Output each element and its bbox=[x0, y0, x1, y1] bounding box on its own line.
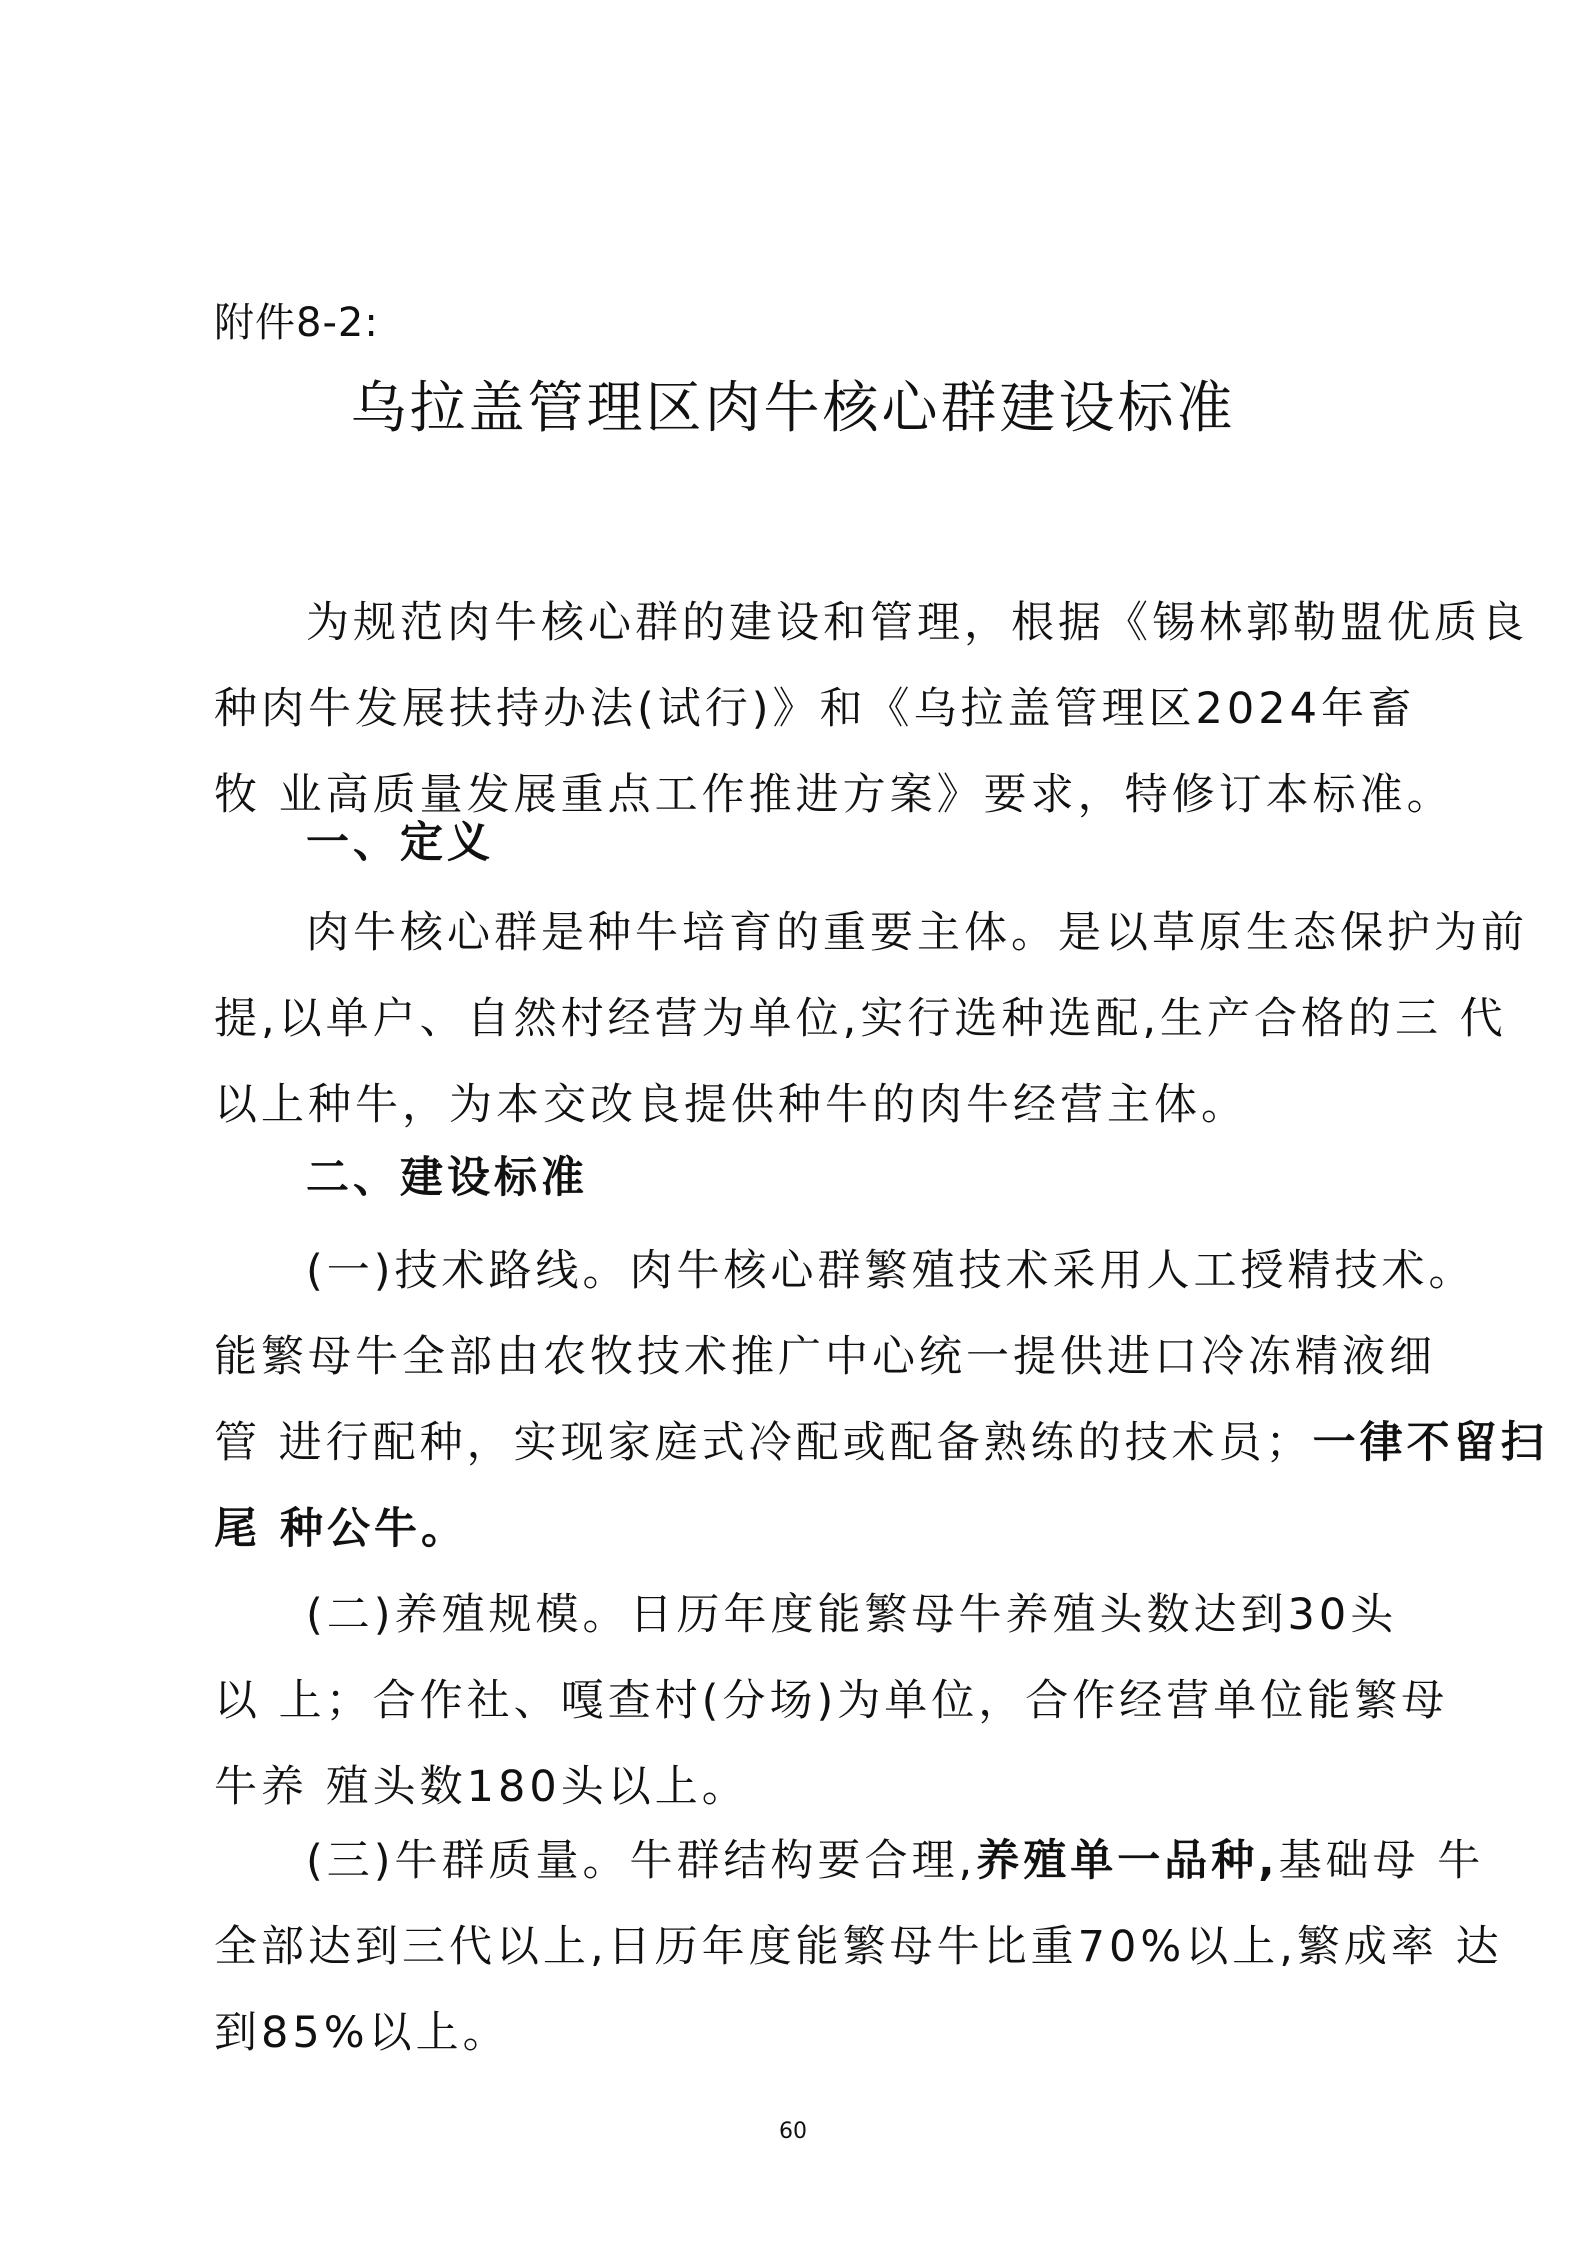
herd-quality-line-2: 全部达到三代以上,日历年度能繁母牛比重70%以上,繁成率 达 bbox=[214, 1922, 1503, 1972]
herd-quality-line-1-a: (三)牛群质量。牛群结构要合理, bbox=[306, 1836, 977, 1886]
technical-route-line-1: (一)技术路线。肉牛核心群繁殖技术采用人工授精技术。 bbox=[306, 1246, 1476, 1296]
section-heading-definition: 一、定义 bbox=[306, 818, 494, 868]
herd-quality-paragraph bbox=[214, 1818, 1503, 2076]
technical-route-line-3-text: 管 进行配种，实现家庭式冷配或配备熟练的技术员； bbox=[214, 1418, 1313, 1468]
herd-quality-line-1-b: 基础母 牛 bbox=[1278, 1836, 1485, 1886]
technical-route-line-4: 尾 种公牛。 bbox=[214, 1504, 468, 1554]
definition-paragraph bbox=[214, 890, 1528, 1148]
definition-line-1: 肉牛核心群是种牛培育的重要主体。是以草原生态保护为前 bbox=[306, 908, 1528, 958]
technical-route-line-2: 能繁母牛全部由农牧技术推广中心统一提供进口冷冻精液细 bbox=[214, 1332, 1436, 1382]
breeding-scale-line-3: 牛养 殖头数180头以上。 bbox=[214, 1762, 749, 1812]
breeding-scale-line-2: 以 上；合作社、嘎查村(分场)为单位，合作经营单位能繁母 bbox=[214, 1676, 1449, 1726]
technical-route-line-3-bold: 一律不留扫 bbox=[1312, 1418, 1548, 1468]
technical-route-line-3 bbox=[214, 1400, 1548, 1486]
intro-line-1: 为规范肉牛核心群的建设和管理，根据《锡林郭勒盟优质良 bbox=[306, 598, 1528, 648]
technical-route-paragraph bbox=[214, 1228, 1548, 1572]
breeding-scale-paragraph bbox=[214, 1572, 1449, 1830]
attachment-label: 附件8-2: bbox=[214, 300, 379, 346]
definition-line-3: 以上种牛，为本交改良提供种牛的肉牛经营主体。 bbox=[214, 1080, 1248, 1130]
breeding-scale-line-1: (二)养殖规模。日历年度能繁母牛养殖头数达到30头 bbox=[306, 1590, 1398, 1640]
document-title: 乌拉盖管理区肉牛核心群建设标准 bbox=[350, 376, 1236, 441]
herd-quality-line-1-bold: 养殖单一品种, bbox=[976, 1836, 1279, 1886]
herd-quality-line-3: 到85%以上。 bbox=[214, 2008, 510, 2058]
intro-line-3: 牧 业高质量发展重点工作推进方案》要求，特修订本标准。 bbox=[214, 770, 1454, 820]
definition-line-2: 提,以单户、自然村经营为单位,实行选种选配,生产合格的三 代 bbox=[214, 994, 1507, 1044]
herd-quality-line-1 bbox=[214, 1818, 1485, 1904]
page-number: 60 bbox=[779, 2119, 807, 2144]
section-heading-standards: 二、建设标准 bbox=[306, 1153, 588, 1203]
intro-line-2: 种肉牛发展扶持办法(试行)》和《乌拉盖管理区2024年畜 bbox=[214, 684, 1415, 734]
